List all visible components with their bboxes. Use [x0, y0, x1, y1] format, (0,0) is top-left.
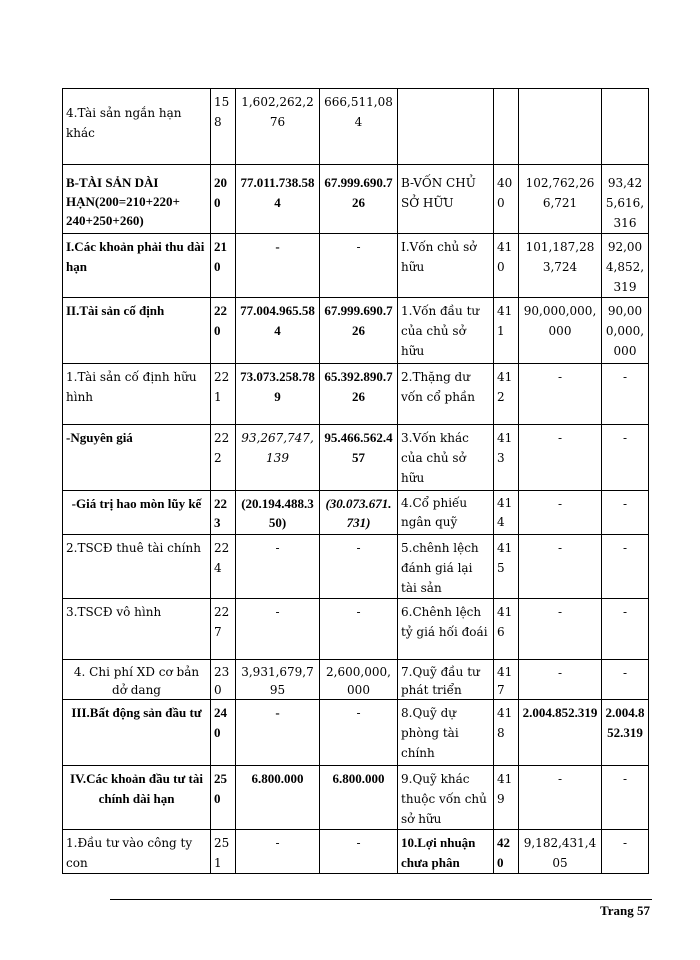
- table-row: [63, 535, 649, 599]
- end-value: -: [236, 234, 320, 298]
- row-label: 1.Vốn đầu tư của chủ sở hữu: [398, 298, 494, 364]
- end-value: 101,187,283,724: [519, 234, 602, 298]
- row-label: 2.TSCĐ thuê tài chính: [63, 535, 211, 599]
- end-value: -: [236, 700, 320, 766]
- row-code: 240: [211, 700, 236, 766]
- row-label: IV.Các khoản đầu tư tài chính dài hạn: [63, 766, 211, 830]
- begin-value: -: [320, 700, 398, 766]
- end-value: -: [236, 599, 320, 660]
- table-row: [63, 660, 649, 700]
- row-code: 158: [211, 89, 236, 165]
- row-label: 8.Quỹ dự phòng tài chính: [398, 700, 494, 766]
- row-code: 410: [494, 234, 519, 298]
- row-code: 415: [494, 535, 519, 599]
- begin-value: -: [602, 425, 649, 491]
- begin-value: (30.073.671.731): [320, 491, 398, 535]
- end-value: 93,267,747,139: [236, 425, 320, 491]
- begin-value: -: [602, 660, 649, 700]
- begin-value: 2.004.852.319: [602, 700, 649, 766]
- row-code: 417: [494, 660, 519, 700]
- row-label: III.Bất động sản đầu tư: [63, 700, 211, 766]
- end-value: 73.073.258.789: [236, 364, 320, 425]
- begin-value: 666,511,084: [320, 89, 398, 165]
- row-label: B-VỐN CHỦ SỞ HỮU: [398, 165, 494, 234]
- table-row: [63, 491, 649, 535]
- row-code: 411: [494, 298, 519, 364]
- table-row: [63, 599, 649, 660]
- row-code: 412: [494, 364, 519, 425]
- row-label: 2.Thặng dư vốn cổ phần: [398, 364, 494, 425]
- row-label: B-TÀI SẢN DÀI HẠN(200=210+220+ 240+250+260): [63, 165, 211, 234]
- row-code: 419: [494, 766, 519, 830]
- row-code: 250: [211, 766, 236, 830]
- end-value: -: [519, 660, 602, 700]
- row-code: [494, 89, 519, 165]
- begin-value: 93,425,616,316: [602, 165, 649, 234]
- footer-divider: [110, 899, 652, 900]
- end-value: -: [519, 599, 602, 660]
- begin-value: 90,000,000,000: [602, 298, 649, 364]
- row-code: 200: [211, 165, 236, 234]
- table-row: [63, 766, 649, 830]
- end-value: (20.194.488.350): [236, 491, 320, 535]
- end-value: 90,000,000,000: [519, 298, 602, 364]
- begin-value: 6.800.000: [320, 766, 398, 830]
- row-label: 4. Chi phí XD cơ bản dở dang: [63, 660, 211, 700]
- row-label: -Giá trị hao mòn lũy kế: [63, 491, 211, 535]
- end-value: 9,182,431,405: [519, 830, 602, 874]
- row-label: II.Tài sản cố định: [63, 298, 211, 364]
- row-label: 1.Đầu tư vào công ty con: [63, 830, 211, 874]
- row-label: 7.Quỹ đầu tư phát triển: [398, 660, 494, 700]
- row-code: 223: [211, 491, 236, 535]
- end-value: -: [236, 535, 320, 599]
- row-code: 414: [494, 491, 519, 535]
- begin-value: -: [602, 364, 649, 425]
- end-value: 6.800.000: [236, 766, 320, 830]
- row-label: 3.Vốn khác của chủ sở hữu: [398, 425, 494, 491]
- end-value: -: [519, 535, 602, 599]
- end-value: -: [236, 830, 320, 874]
- row-code: 230: [211, 660, 236, 700]
- row-label: [398, 89, 494, 165]
- table-row: [63, 234, 649, 298]
- begin-value: 65.392.890.726: [320, 364, 398, 425]
- row-label: -Nguyên giá: [63, 425, 211, 491]
- table-row: [63, 298, 649, 364]
- row-label: I.Vốn chủ sở hữu: [398, 234, 494, 298]
- row-label: I.Các khoản phải thu dài hạn: [63, 234, 211, 298]
- begin-value: 67.999.690.726: [320, 165, 398, 234]
- row-label: 9.Quỹ khác thuộc vốn chủ sở hữu: [398, 766, 494, 830]
- end-value: -: [519, 364, 602, 425]
- begin-value: -: [602, 766, 649, 830]
- begin-value: -: [320, 830, 398, 874]
- row-code: 400: [494, 165, 519, 234]
- row-code: 224: [211, 535, 236, 599]
- row-label: 4.Cổ phiếu ngân quỹ: [398, 491, 494, 535]
- row-code: 210: [211, 234, 236, 298]
- table-row: [63, 165, 649, 234]
- row-code: 227: [211, 599, 236, 660]
- row-code: 251: [211, 830, 236, 874]
- row-label: 10.Lợi nhuận chưa phân: [398, 830, 494, 874]
- row-code: 418: [494, 700, 519, 766]
- end-value: 1,602,262,276: [236, 89, 320, 165]
- table-row: [63, 89, 649, 165]
- begin-value: -: [320, 535, 398, 599]
- table-row: [63, 830, 649, 874]
- row-code: 413: [494, 425, 519, 491]
- row-code: 222: [211, 425, 236, 491]
- begin-value: 2,600,000,000: [320, 660, 398, 700]
- end-value: -: [519, 766, 602, 830]
- begin-value: 95.466.562.457: [320, 425, 398, 491]
- end-value: 77.011.738.584: [236, 165, 320, 234]
- table-row: [63, 425, 649, 491]
- begin-value: -: [602, 491, 649, 535]
- row-code: 221: [211, 364, 236, 425]
- begin-value: -: [602, 830, 649, 874]
- table-row: [63, 700, 649, 766]
- row-label: 3.TSCĐ vô hình: [63, 599, 211, 660]
- row-label: 1.Tài sản cố định hữu hình: [63, 364, 211, 425]
- row-label: 5.chênh lệch đánh giá lại tài sản: [398, 535, 494, 599]
- begin-value: 67.999.690.726: [320, 298, 398, 364]
- end-value: -: [519, 425, 602, 491]
- balance-sheet-table: [62, 88, 649, 874]
- row-code: 416: [494, 599, 519, 660]
- begin-value: -: [320, 234, 398, 298]
- begin-value: 92,004,852,319: [602, 234, 649, 298]
- page-number: Trang 57: [600, 903, 650, 918]
- begin-value: -: [602, 535, 649, 599]
- table-row: [63, 364, 649, 425]
- row-label: 6.Chênh lệch tỷ giá hối đoái: [398, 599, 494, 660]
- begin-value: [602, 89, 649, 165]
- end-value: [519, 89, 602, 165]
- row-label: 4.Tài sản ngắn hạn khác: [63, 89, 211, 165]
- end-value: 3,931,679,795: [236, 660, 320, 700]
- begin-value: -: [320, 599, 398, 660]
- end-value: 102,762,266,721: [519, 165, 602, 234]
- row-code: 420: [494, 830, 519, 874]
- end-value: 2.004.852.319: [519, 700, 602, 766]
- begin-value: -: [602, 599, 649, 660]
- row-code: 220: [211, 298, 236, 364]
- end-value: 77.004.965.584: [236, 298, 320, 364]
- end-value: -: [519, 491, 602, 535]
